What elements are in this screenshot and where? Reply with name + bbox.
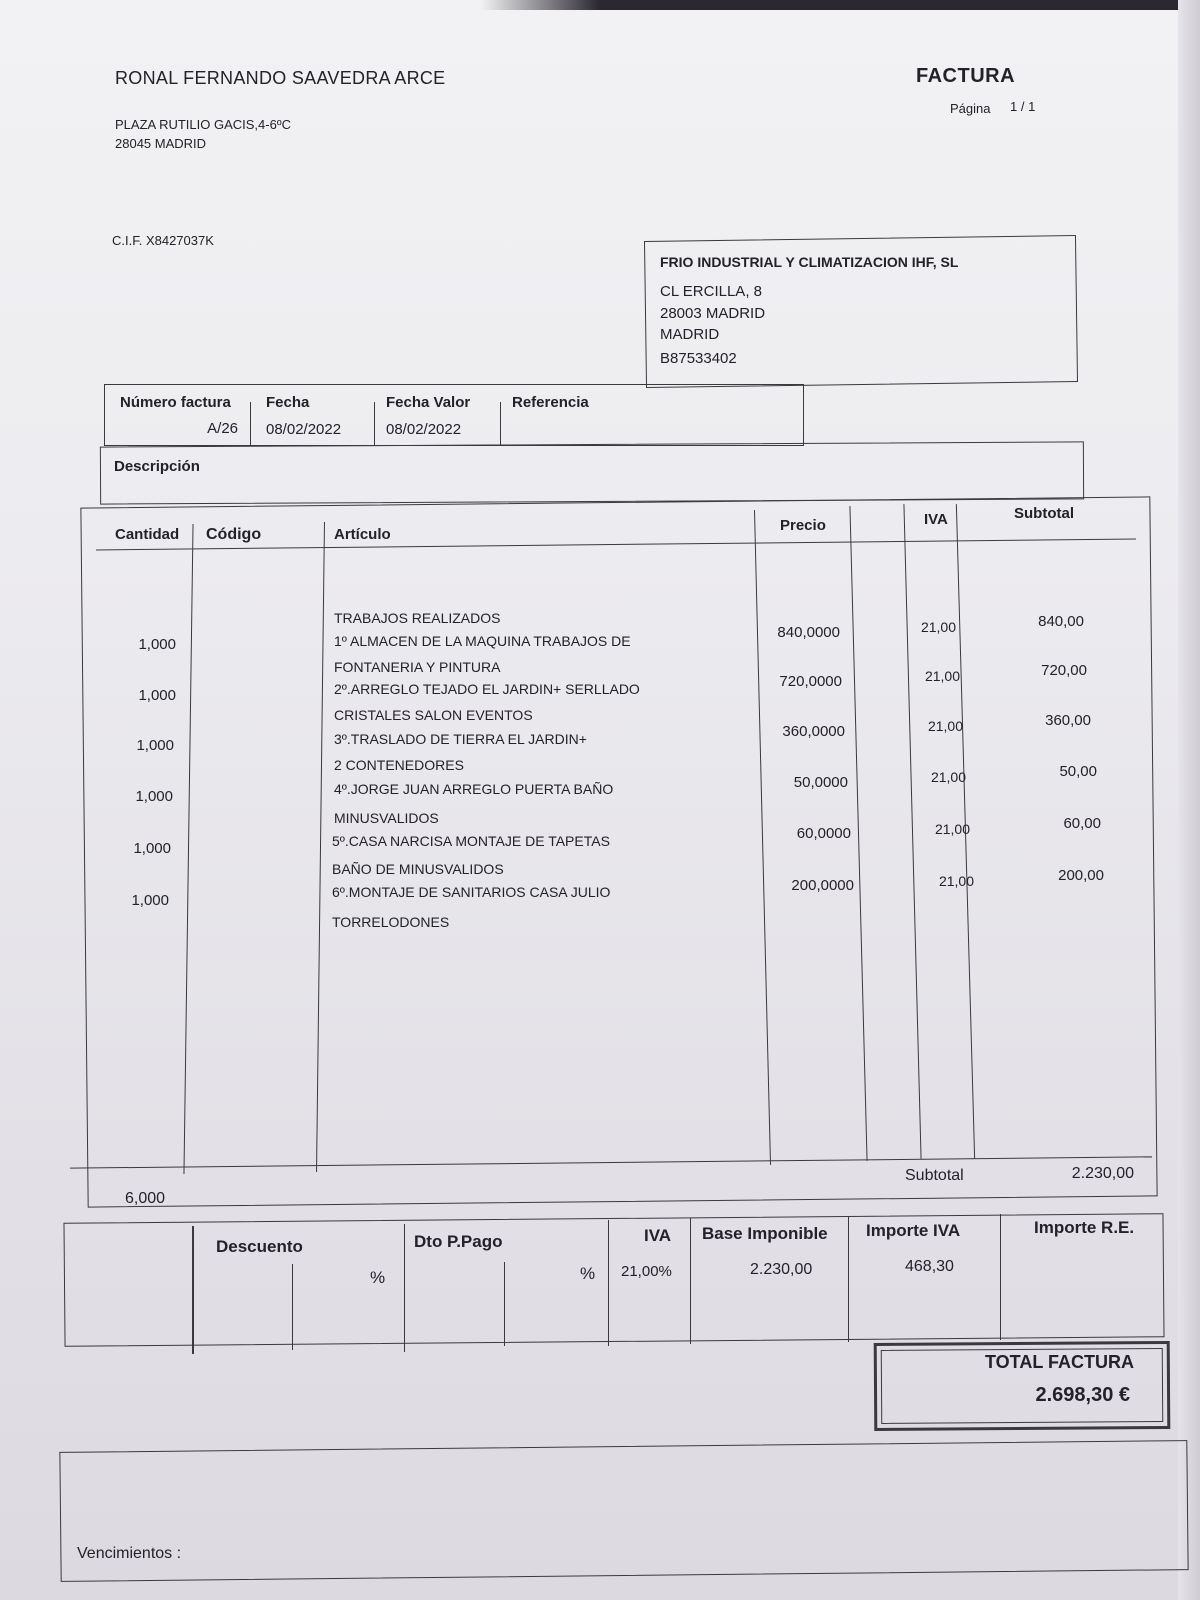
importe-iva-value: 468,30 bbox=[905, 1258, 954, 1275]
items-intro: TRABAJOS REALIZADOS bbox=[334, 610, 501, 626]
client-nif: B87533402 bbox=[660, 350, 737, 367]
row-price: 720,0000 bbox=[779, 673, 842, 690]
meta-header-fecha-valor: Fecha Valor bbox=[386, 394, 471, 411]
client-city: 28003 MADRID bbox=[660, 305, 766, 322]
base-imponible-label: Base Imponible bbox=[702, 1224, 828, 1243]
summary-divider bbox=[1000, 1214, 1001, 1340]
issuer-address-line1: PLAZA RUTILIO GACIS,4-6ºC bbox=[115, 117, 291, 132]
importe-iva-label: Importe IVA bbox=[866, 1221, 961, 1240]
vencimientos-label: Vencimientos : bbox=[77, 1545, 182, 1562]
descuento-percent: % bbox=[370, 1268, 386, 1287]
row-subtotal: 50,00 bbox=[1059, 763, 1097, 780]
row-article-line2: BAÑO DE MINUSVALIDOS bbox=[332, 861, 504, 877]
description-box bbox=[100, 441, 1084, 504]
row-article-line1: 2º.ARREGLO TEJADO EL JARDIN+ SERLLADO bbox=[334, 681, 640, 697]
subtotal-value: 2.230,00 bbox=[1071, 1165, 1134, 1182]
meta-value-fecha-valor: 08/02/2022 bbox=[386, 421, 462, 438]
iva-rate: 21,00% bbox=[621, 1263, 672, 1280]
meta-header-fecha: Fecha bbox=[266, 394, 310, 411]
row-price: 360,0000 bbox=[782, 723, 845, 740]
column-header-codigo: Código bbox=[206, 526, 262, 543]
document-title: FACTURA bbox=[916, 65, 1016, 87]
row-iva: 21,00 bbox=[927, 718, 963, 734]
subtotal-label: Subtotal bbox=[905, 1167, 964, 1184]
row-article-line2: MINUSVALIDOS bbox=[334, 810, 439, 826]
client-province: MADRID bbox=[660, 326, 720, 343]
row-article-line1: 5º.CASA NARCISA MONTAJE DE TAPETAS bbox=[332, 833, 610, 849]
row-article-line1: 3º.TRASLADO DE TIERRA EL JARDIN+ bbox=[334, 731, 587, 747]
row-price: 50,0000 bbox=[793, 774, 848, 791]
description-label: Descripción bbox=[114, 458, 200, 475]
importe-re-label: Importe R.E. bbox=[1034, 1218, 1135, 1237]
row-quantity: 1,000 bbox=[138, 636, 176, 653]
dto-pronto-pago-percent: % bbox=[580, 1264, 596, 1283]
meta-value-fecha: 08/02/2022 bbox=[266, 421, 342, 438]
descuento-label: Descuento bbox=[216, 1237, 303, 1256]
vencimientos-box bbox=[59, 1440, 1188, 1582]
row-iva: 21,00 bbox=[924, 668, 960, 684]
page-label: Página bbox=[950, 101, 991, 116]
row-subtotal: 60,00 bbox=[1063, 815, 1101, 832]
row-quantity: 1,000 bbox=[136, 737, 174, 754]
row-article-line2: FONTANERIA Y PINTURA bbox=[334, 659, 501, 675]
row-iva: 21,00 bbox=[920, 619, 956, 635]
meta-header-referencia: Referencia bbox=[512, 394, 589, 411]
column-header-cantidad: Cantidad bbox=[115, 526, 180, 543]
summary-divider bbox=[192, 1226, 194, 1354]
dto-pronto-pago-label: Dto P.Pago bbox=[414, 1232, 503, 1251]
summary-subdivider bbox=[292, 1264, 293, 1350]
row-iva: 21,00 bbox=[934, 821, 970, 837]
row-subtotal: 200,00 bbox=[1058, 867, 1104, 884]
total-label: TOTAL FACTURA bbox=[985, 1352, 1134, 1372]
row-quantity: 1,000 bbox=[138, 687, 176, 704]
base-imponible-value: 2.230,00 bbox=[750, 1261, 813, 1278]
row-quantity: 1,000 bbox=[131, 892, 169, 909]
row-subtotal: 720,00 bbox=[1041, 662, 1087, 679]
row-subtotal: 360,00 bbox=[1045, 712, 1091, 729]
page-edge-shadow bbox=[1178, 0, 1200, 1600]
summary-divider bbox=[404, 1224, 405, 1352]
background-edge bbox=[0, 0, 1200, 10]
total-amount: 2.698,30 € bbox=[1035, 1384, 1130, 1406]
column-header-precio: Precio bbox=[780, 517, 826, 534]
iva-label: IVA bbox=[644, 1226, 672, 1245]
row-article-line2: CRISTALES SALON EVENTOS bbox=[334, 707, 533, 723]
row-quantity: 1,000 bbox=[133, 840, 171, 857]
column-header-iva: IVA bbox=[924, 511, 948, 528]
page-number: 1 / 1 bbox=[1010, 99, 1036, 114]
row-price: 60,0000 bbox=[796, 825, 851, 842]
row-iva: 21,00 bbox=[938, 873, 974, 889]
row-iva: 21,00 bbox=[930, 769, 966, 785]
row-quantity: 1,000 bbox=[135, 788, 173, 805]
meta-divider bbox=[500, 402, 501, 446]
row-article-line1: 1º ALMACEN DE LA MAQUINA TRABAJOS DE bbox=[334, 633, 631, 649]
row-article-line1: 4º.JORGE JUAN ARREGLO PUERTA BAÑO bbox=[334, 781, 614, 797]
meta-divider bbox=[374, 402, 375, 446]
client-street: CL ERCILLA, 8 bbox=[660, 283, 762, 300]
row-subtotal: 840,00 bbox=[1038, 613, 1084, 630]
summary-subdivider bbox=[504, 1262, 505, 1346]
issuer-name: RONAL FERNANDO SAAVEDRA ARCE bbox=[115, 68, 446, 88]
meta-header-numero: Número factura bbox=[120, 394, 231, 411]
row-article-line2: TORRELODONES bbox=[332, 914, 450, 930]
summary-divider bbox=[690, 1218, 691, 1344]
meta-divider bbox=[250, 402, 251, 446]
issuer-cif: C.I.F. X8427037K bbox=[112, 233, 214, 248]
column-header-articulo: Artículo bbox=[334, 526, 391, 543]
meta-value-numero: A/26 bbox=[207, 420, 238, 437]
column-header-subtotal: Subtotal bbox=[1014, 505, 1074, 522]
total-quantity: 6,000 bbox=[125, 1190, 166, 1207]
issuer-address-line2: 28045 MADRID bbox=[115, 136, 207, 151]
row-price: 200,0000 bbox=[791, 877, 854, 894]
items-table bbox=[80, 496, 1157, 1207]
summary-divider bbox=[608, 1220, 609, 1346]
row-article-line2: 2 CONTENEDORES bbox=[334, 757, 464, 773]
row-article-line1: 6º.MONTAJE DE SANITARIOS CASA JULIO bbox=[332, 884, 611, 900]
summary-divider bbox=[848, 1216, 849, 1342]
client-name: FRIO INDUSTRIAL Y CLIMATIZACION IHF, SL bbox=[660, 254, 959, 270]
row-price: 840,0000 bbox=[777, 624, 840, 641]
